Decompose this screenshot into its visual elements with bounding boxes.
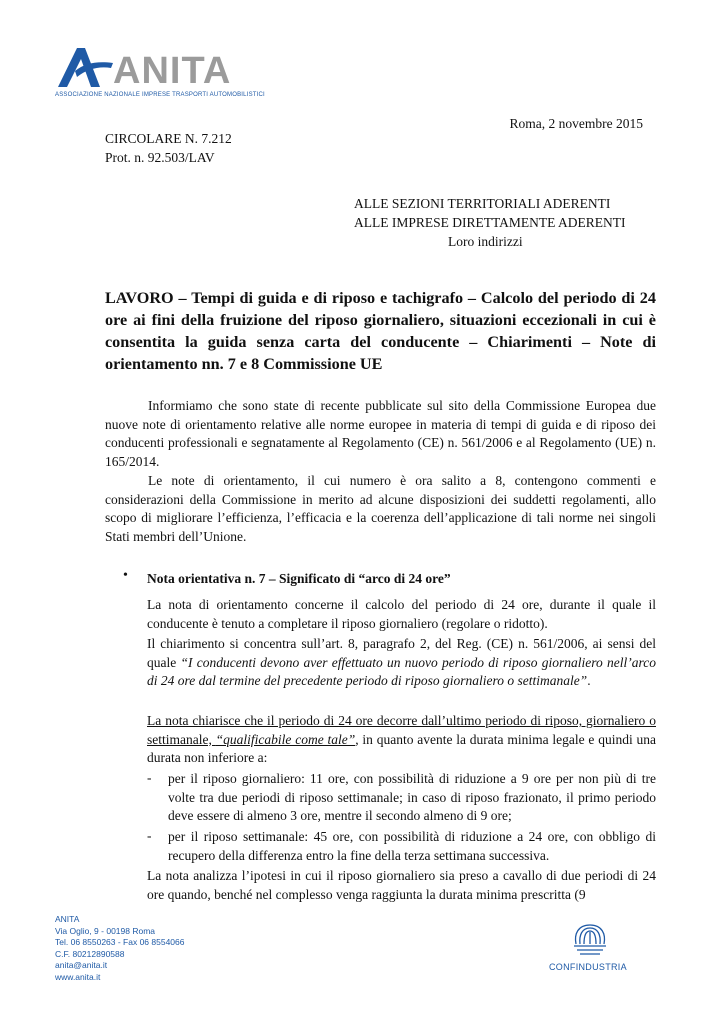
footer-line: Tel. 06 8550263 - Fax 06 8554066 bbox=[55, 937, 185, 947]
document-title: LAVORO – Tempi di guida e di riposo e tachigrafo – Calcolo del periodo di 24 ore ai fini della fruizione del riposo giornaliero, situazioni eccezionali in cui è consentita la guida senza carta del conducente – Chiarimenti – Note di orientamento nn. 7 e 8 Commissione UE bbox=[105, 289, 656, 373]
paragraph-text: Le note di orientamento, il cui numero è ora salito a 8, contengono commenti e considerazioni della Commissione in merito ad alcune disposizioni dei suddetti regolamenti, allo scopo di migliorare l’efficienza, l’efficacia e la coerenza dell’applicazione di tali norme nei singoli Stati membri dell’Unione. bbox=[105, 473, 656, 544]
footer-contact bbox=[55, 914, 185, 983]
recipients-block bbox=[354, 194, 626, 251]
recipient-line: ALLE SEZIONI TERRITORIALI ADERENTI bbox=[354, 196, 611, 211]
letter-date: Roma, 2 novembre 2015 bbox=[509, 116, 643, 131]
paragraph bbox=[147, 635, 656, 691]
protocol-number: Prot. n. 92.503/LAV bbox=[105, 150, 215, 165]
circolare-block bbox=[105, 129, 232, 167]
quoted-text: “I conducenti devono aver effettuato un nuovo periodo di riposo giornaliero nell’arco di 24 ore dal termine del precedente periodo di riposo giornaliero o settimanale” bbox=[147, 654, 656, 688]
underlined-text: La nota chiarisce che il periodo di 24 ore decorre dall’ultimo periodo di riposo, giornaliero o settimanale, bbox=[147, 713, 656, 747]
footer-website: www.anita.it bbox=[55, 971, 101, 982]
confindustria-label: CONFINDUSTRIA bbox=[549, 962, 627, 972]
paragraph-text: , in quanto avente la durata minima legale e quindi una durata non inferiore a: bbox=[147, 731, 656, 765]
footer-line: Via Oglio, 9 - 00198 Roma bbox=[55, 925, 156, 936]
confindustria-logo-icon bbox=[570, 922, 610, 958]
quoted-text: “qualificabile come tale” bbox=[215, 731, 356, 747]
bullet-icon: • bbox=[123, 568, 128, 583]
paragraph-text: . bbox=[587, 673, 591, 688]
footer-line: ANITA bbox=[55, 914, 80, 924]
paragraph: La nota analizza l’ipotesi in cui il riposo giornaliero sia preso a cavallo di due periodi di 24 ore quando, benché nel complesso venga raggiunta la durata minima prescritta (9 bbox=[147, 868, 656, 902]
list-item: per il riposo settimanale: 45 ore, con possibilità di riduzione a 24 ore, con obbligo di recupero della differenza entro la fine della terza settimana successiva. bbox=[168, 829, 656, 863]
dash-marker: - bbox=[147, 828, 152, 843]
logo-wordmark: ANITA bbox=[113, 50, 232, 92]
dash-marker: - bbox=[147, 770, 152, 785]
recipient-line: Loro indirizzi bbox=[448, 234, 523, 249]
paragraph bbox=[105, 472, 656, 546]
recipient-line: ALLE IMPRESE DIRETTAMENTE ADERENTI bbox=[354, 215, 626, 230]
paragraph-text: Il chiarimento si concentra sull’art. 8, paragrafo 2, del Reg. (CE) n. 561/2006, ai sensi del quale bbox=[147, 636, 656, 670]
footer-line: C.F. 80212890588 bbox=[55, 948, 125, 959]
paragraph: La nota di orientamento concerne il calcolo del periodo di 24 ore, durante il quale il conducente è tenuto a completare il riposo giornaliero (regolare o ridotto). bbox=[147, 597, 656, 631]
logo-subtitle: ASSOCIAZIONE NAZIONALE IMPRESE TRASPORTI AUTOMOBILISTICI bbox=[55, 92, 265, 98]
list-item: per il riposo giornaliero: 11 ore, con possibilità di riduzione a 9 ore per non più di tre volte tra due periodi di riposo settimanale; in caso di riposo frazionato, il primo periodo deve essere di almeno 3 ore, mentre il secondo almeno di 9 ore; bbox=[168, 771, 656, 823]
paragraph-text: Informiamo che sono state di recente pubblicate sul sito della Commissione Europea due nuove note di orientamento relative alle norme europee in materia di tempi di guida e di riposo dei conducenti professionali e segnatamente al Regolamento (CE) n. 561/2006 e al Regolamento (UE) n. 165/2014. bbox=[105, 398, 656, 469]
circolare-number: CIRCOLARE N. 7.212 bbox=[105, 131, 232, 146]
footer-email: anita@anita.it bbox=[55, 960, 108, 970]
section-heading: Nota orientativa n. 7 – Significato di “arco di 24 ore” bbox=[147, 571, 451, 586]
paragraph bbox=[147, 712, 656, 768]
paragraph bbox=[105, 397, 656, 471]
